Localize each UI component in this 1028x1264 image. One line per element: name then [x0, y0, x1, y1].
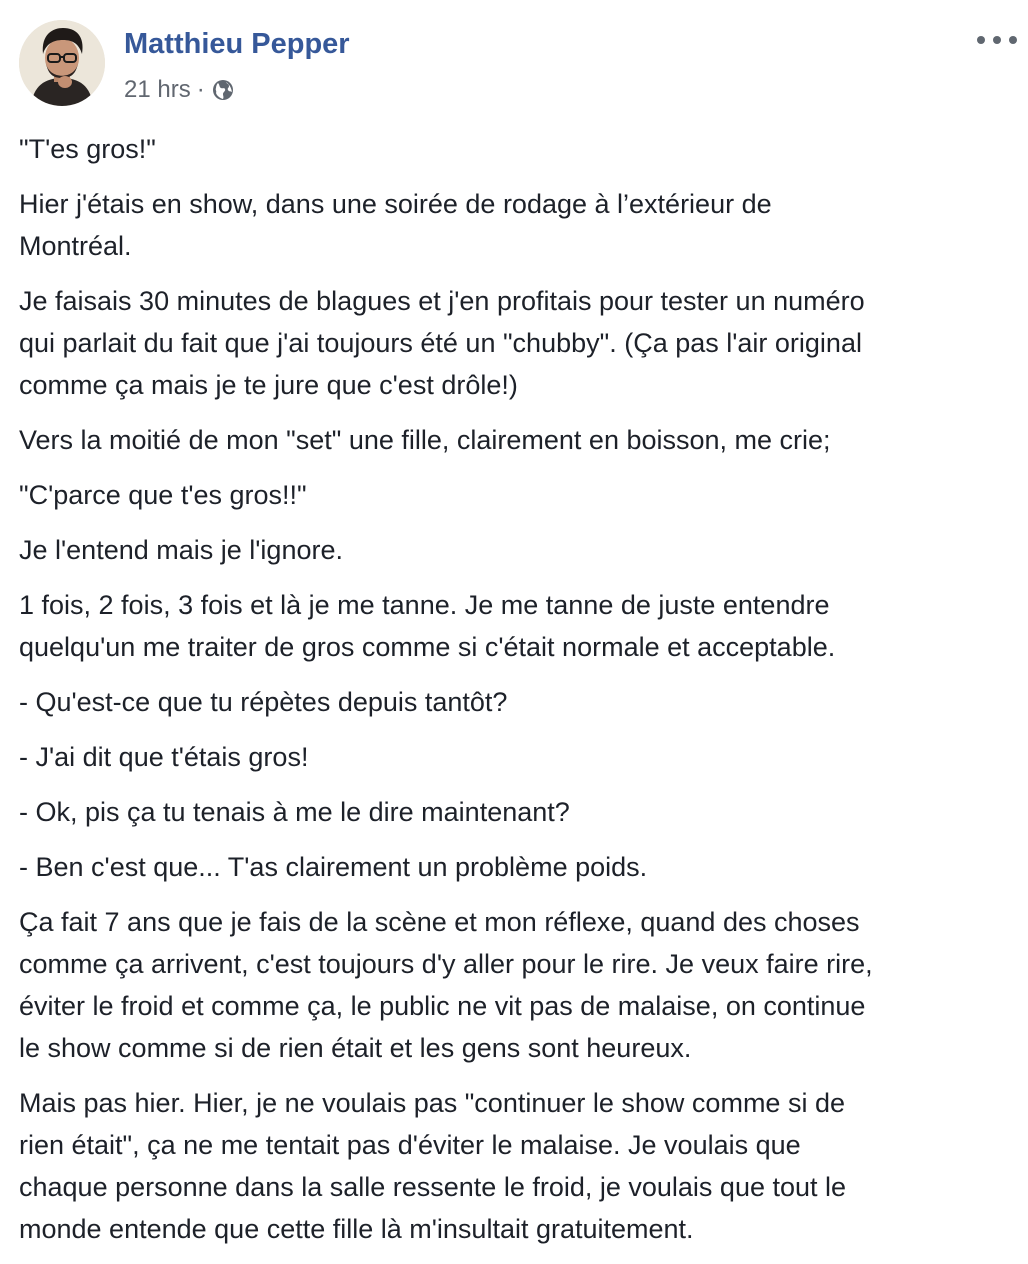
- post-body: [19, 128, 1009, 1263]
- post-text-line: Montréal.: [19, 231, 132, 261]
- post-paragraph: [19, 128, 1009, 170]
- post-text-line: monde entende que cette fille là m'insultait gratuitement.: [19, 1214, 694, 1244]
- post-paragraph: [19, 584, 1009, 668]
- author-name[interactable]: Matthieu Pepper: [124, 28, 350, 60]
- post-text-line: 1 fois, 2 fois, 3 fois et là je me tanne. Je me tanne de juste entendre: [19, 590, 830, 620]
- post-text-line: - J'ai dit que t'étais gros!: [19, 742, 309, 772]
- post-paragraph: [19, 846, 1009, 888]
- post-text-line: - Ok, pis ça tu tenais à me le dire maintenant?: [19, 797, 570, 827]
- more-dot: [993, 36, 1001, 44]
- post-paragraph: [19, 280, 1009, 406]
- post-paragraph: [19, 736, 1009, 778]
- post-text-line: - Qu'est-ce que tu répètes depuis tantôt?: [19, 687, 508, 717]
- post-text-line: "C'parce que t'es gros!!": [19, 480, 307, 510]
- post-text-line: éviter le froid et comme ça, le public ne vit pas de malaise, on continue: [19, 991, 866, 1021]
- post-text-line: Mais pas hier. Hier, je ne voulais pas "continuer le show comme si de: [19, 1088, 845, 1118]
- post-timestamp[interactable]: 21 hrs: [124, 76, 191, 103]
- post-text-line: quelqu'un me traiter de gros comme si c'était normale et acceptable.: [19, 632, 836, 662]
- post-paragraph: [19, 901, 1009, 1069]
- post-text-line: le show comme si de rien était et les gens sont heureux.: [19, 1033, 692, 1063]
- post-paragraph: [19, 183, 1009, 267]
- post-text-line: qui parlait du fait que j'ai toujours été un "chubby". (Ça pas l'air original: [19, 328, 862, 358]
- post-text-line: - Ben c'est que... T'as clairement un problème poids.: [19, 852, 648, 882]
- author-avatar-image: [19, 20, 105, 106]
- post-meta: [124, 75, 235, 105]
- post-header: [19, 20, 1019, 110]
- post-text-line: comme ça arrivent, c'est toujours d'y aller pour le rire. Je veux faire rire,: [19, 949, 873, 979]
- author-avatar[interactable]: [19, 20, 105, 106]
- globe-icon[interactable]: [211, 78, 235, 102]
- post-text-line: Hier j'étais en show, dans une soirée de rodage à l’extérieur de: [19, 189, 772, 219]
- post-paragraph: [19, 529, 1009, 571]
- post-text-line: rien était", ça ne me tentait pas d'éviter le malaise. Je voulais que: [19, 1130, 801, 1160]
- post-text-line: "T'es gros!": [19, 134, 156, 164]
- post-text-line: Je l'entend mais je l'ignore.: [19, 535, 343, 565]
- more-dot: [977, 36, 985, 44]
- post-paragraph: [19, 791, 1009, 833]
- post-paragraph: [19, 419, 1009, 461]
- post-paragraph: [19, 474, 1009, 516]
- meta-separator: ·: [196, 76, 205, 103]
- more-dot: [1009, 36, 1017, 44]
- post-text-line: Je faisais 30 minutes de blagues et j'en profitais pour tester un numéro: [19, 286, 865, 316]
- post-text-line: chaque personne dans la salle ressente le froid, je voulais que tout le: [19, 1172, 847, 1202]
- post-paragraph: [19, 1082, 1009, 1250]
- post-paragraph: [19, 681, 1009, 723]
- post-text-line: Ça fait 7 ans que je fais de la scène et mon réflexe, quand des choses: [19, 907, 860, 937]
- more-options-icon[interactable]: [977, 30, 1017, 50]
- post-text-line: comme ça mais je te jure que c'est drôle!): [19, 370, 518, 400]
- post-text-line: Vers la moitié de mon "set" une fille, clairement en boisson, me crie;: [19, 425, 831, 455]
